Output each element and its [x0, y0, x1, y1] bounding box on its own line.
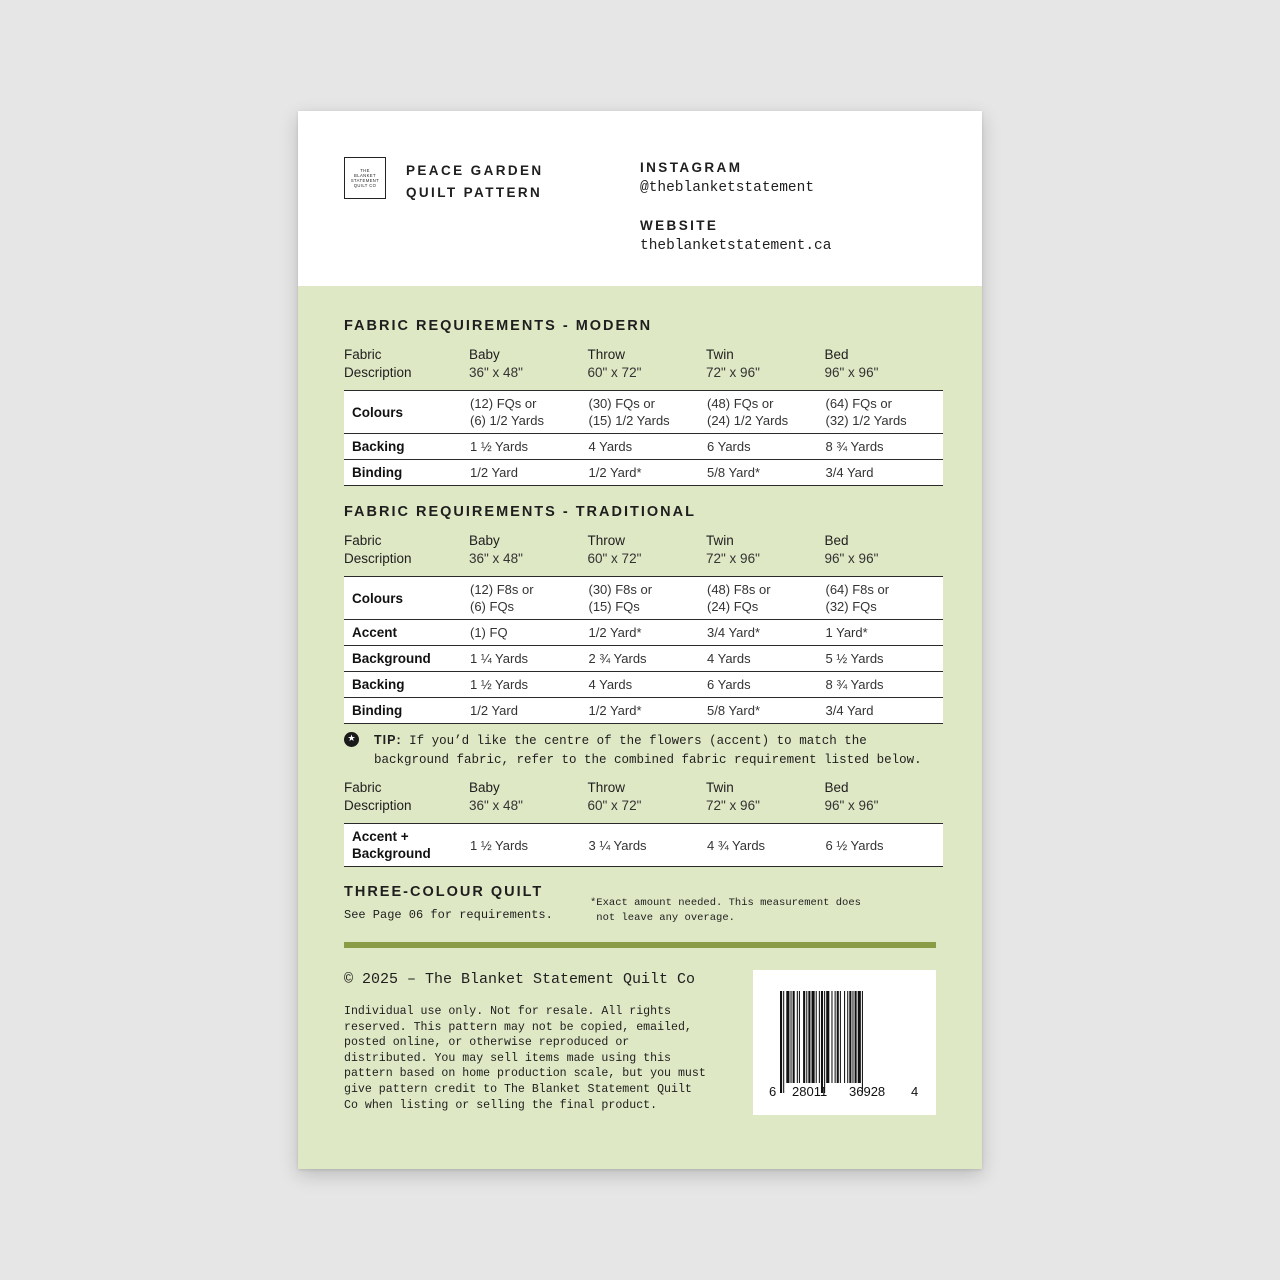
row-label: Binding [344, 460, 469, 486]
table-cell: 6 ½ Yards [825, 824, 944, 867]
barcode-bar [819, 991, 820, 1083]
barcode-bar [806, 991, 807, 1083]
barcode-digits-left: 28011 [792, 1084, 828, 1099]
tip-line2: background fabric, refer to the combined fabric requirement listed below. [374, 753, 922, 767]
table-cell: (30) FQs or (15) 1/2 Yards [588, 391, 707, 434]
barcode-bar [847, 991, 848, 1083]
table-cell: 2 ¾ Yards [588, 646, 707, 672]
table-row [344, 434, 943, 460]
table-cell: 6 Yards [706, 672, 825, 698]
table-cell: 1 ½ Yards [469, 824, 588, 867]
barcode-bar [791, 991, 792, 1083]
table-row [344, 824, 943, 867]
size-dims: 96" x 96" [824, 550, 879, 566]
size-dims: 36" x 48" [469, 797, 523, 813]
size-name: Bed [824, 533, 849, 548]
footnote [590, 896, 880, 925]
table-cell: 1 ½ Yards [469, 672, 588, 698]
row-label: Accent + Background [344, 824, 469, 867]
footnote-line1: *Exact amount needed. This measurement does [590, 897, 861, 909]
barcode-bar [855, 991, 857, 1083]
table-cell: 1/2 Yard [469, 460, 588, 486]
table-cell: 8 ¾ Yards [825, 672, 944, 698]
header-size-bed [825, 779, 944, 824]
barcode-digits-right: 36928 [849, 1084, 886, 1099]
table-cell: 3/4 Yard* [706, 620, 825, 646]
table-cell: (1) FQ [469, 620, 588, 646]
size-name: Throw [587, 347, 626, 362]
table-cell: 5 ½ Yards [825, 646, 944, 672]
table-cell: 1 ¼ Yards [469, 646, 588, 672]
header-size-throw [588, 779, 707, 824]
row-label: Accent [344, 620, 469, 646]
barcode-digit: 4 [911, 1084, 919, 1099]
legal-notice [344, 1004, 739, 1113]
table-row [344, 672, 943, 698]
table-cell: (12) FQs or (6) 1/2 Yards [469, 391, 588, 434]
row-label: Background [344, 646, 469, 672]
table-cell: (30) F8s or (15) FQs [588, 577, 707, 620]
modern-section-title: FABRIC REQUIREMENTS - MODERN [344, 318, 653, 334]
table-cell: 3/4 Yard [825, 460, 944, 486]
barcode-bar [816, 991, 817, 1083]
requirements-table [344, 346, 943, 486]
barcode-bar [835, 991, 836, 1083]
pattern-title [406, 160, 544, 204]
table-row [344, 698, 943, 724]
barcode-bar [808, 991, 810, 1083]
website-label: WEBSITE [640, 218, 719, 233]
size-dims: 60" x 72" [587, 550, 642, 566]
size-name: Bed [824, 780, 849, 795]
tip-line1: If you’d like the centre of the flowers (accent) to match the [409, 734, 867, 748]
size-dims: 96" x 96" [824, 364, 879, 380]
instagram-label: INSTAGRAM [640, 160, 743, 175]
table-cell: 8 ¾ Yards [825, 434, 944, 460]
header-fabric-description [344, 346, 469, 391]
copyright: © 2025 – The Blanket Statement Quilt Co [344, 971, 696, 988]
tip-label: TIP: [374, 733, 402, 747]
table-cell: 5/8 Yard* [706, 698, 825, 724]
size-dims: 72" x 96" [706, 797, 760, 813]
table-cell: 4 Yards [588, 434, 707, 460]
barcode-bar [780, 991, 782, 1093]
table-cell: 6 Yards [706, 434, 825, 460]
table-cell: (64) F8s or (32) FQs [825, 577, 944, 620]
legal-line: distributed. You may sell items made using this [344, 1051, 671, 1065]
size-dims: 36" x 48" [469, 550, 523, 566]
table-row [344, 391, 943, 434]
header-size-baby [469, 346, 588, 391]
size-dims: 96" x 96" [824, 797, 879, 813]
barcode-bar [821, 991, 823, 1093]
size-name: Baby [469, 780, 500, 795]
table-cell: (12) F8s or (6) FQs [469, 577, 588, 620]
barcode-bar [799, 991, 800, 1083]
table-cell: 4 ¾ Yards [706, 824, 825, 867]
header-size-bed [825, 346, 944, 391]
table-cell: 4 Yards [706, 646, 825, 672]
header-size-twin [706, 532, 825, 577]
table-cell: 1/2 Yard* [588, 698, 707, 724]
legal-line: Co when listing or selling the final product. [344, 1098, 658, 1112]
header-size-throw [588, 532, 707, 577]
three-colour-subtitle: See Page 06 for requirements. [344, 908, 553, 922]
row-label: Backing [344, 434, 469, 460]
size-dims: 60" x 72" [587, 797, 642, 813]
barcode-bar [786, 991, 789, 1083]
logo-line: QUILT CO [353, 183, 377, 188]
three-colour-title: THREE-COLOUR QUILT [344, 884, 544, 900]
header-line: Description [344, 364, 412, 380]
table-cell: 5/8 Yard* [706, 460, 825, 486]
instagram-block [640, 158, 814, 198]
table-cell: 1/2 Yard* [588, 460, 707, 486]
pattern-title-line1: PEACE GARDEN [406, 163, 544, 178]
header-line: Fabric [344, 533, 382, 548]
star-icon: ★ [344, 732, 359, 747]
instagram-handle[interactable]: @theblanketstatement [640, 180, 815, 196]
size-name: Twin [706, 780, 734, 795]
barcode-bar [793, 991, 795, 1083]
website-block [640, 216, 831, 256]
barcode-bar [862, 991, 863, 1093]
size-name: Baby [469, 533, 500, 548]
legal-line: pattern based on home production scale, but you must [344, 1067, 706, 1081]
website-url[interactable]: theblanketstatement.ca [640, 238, 832, 254]
logo-line: BLANKET [354, 173, 376, 178]
table-cell: (48) F8s or (24) FQs [706, 577, 825, 620]
header-fabric-description [344, 532, 469, 577]
table-cell: (48) FQs or (24) 1/2 Yards [706, 391, 825, 434]
table-cell: 1/2 Yard* [588, 620, 707, 646]
size-name: Baby [469, 347, 500, 362]
header-size-twin [706, 779, 825, 824]
table-cell: 1 ½ Yards [469, 434, 588, 460]
legal-line: posted online, or otherwise reproduced or [344, 1036, 630, 1050]
pattern-title-line2: QUILT PATTERN [406, 185, 543, 200]
section-divider [344, 942, 936, 948]
row-label: Colours [344, 391, 469, 434]
row-label: Colours [344, 577, 469, 620]
size-name: Bed [824, 347, 849, 362]
table-row [344, 646, 943, 672]
size-dims: 72" x 96" [706, 550, 760, 566]
logo-line: THE [360, 168, 370, 173]
barcode-bar [824, 991, 825, 1093]
barcode-bar [831, 991, 832, 1083]
header-size-baby [469, 779, 588, 824]
size-name: Throw [587, 533, 626, 548]
size-dims: 36" x 48" [469, 364, 523, 380]
table-cell: 1/2 Yard [469, 698, 588, 724]
traditional-table [344, 532, 936, 724]
barcode-bar [797, 991, 798, 1083]
table-row [344, 460, 943, 486]
legal-line: Individual use only. Not for resale. All rights [344, 1005, 671, 1018]
header-size-throw [588, 346, 707, 391]
requirements-table [344, 779, 943, 867]
modern-table [344, 346, 936, 486]
table-cell: (64) FQs or (32) 1/2 Yards [825, 391, 944, 434]
barcode-bar [826, 991, 829, 1083]
row-label: Binding [344, 698, 469, 724]
header-line: Description [344, 797, 412, 813]
combined-table [344, 779, 936, 867]
barcode-bar [840, 991, 841, 1083]
header-size-baby [469, 532, 588, 577]
table-cell: 3 ¼ Yards [588, 824, 707, 867]
barcode-bar [844, 991, 845, 1083]
barcode-bar [858, 991, 861, 1083]
barcode-bar [837, 991, 839, 1083]
row-label: Backing [344, 672, 469, 698]
barcode-bar [852, 991, 853, 1083]
header-line: Description [344, 550, 412, 566]
table-row [344, 577, 943, 620]
legal-line: give pattern credit to The Blanket Statement Quilt [344, 1082, 692, 1096]
barcode-bars [753, 970, 936, 1115]
traditional-section-title: FABRIC REQUIREMENTS - TRADITIONAL [344, 504, 696, 520]
header-size-twin [706, 346, 825, 391]
legal-line: reserved. This pattern may not be copied, emailed, [344, 1020, 692, 1034]
logo-line: STATEMENT [350, 178, 380, 183]
requirements-table [344, 532, 943, 724]
size-name: Twin [706, 533, 734, 548]
table-cell: 1 Yard* [825, 620, 944, 646]
size-dims: 60" x 72" [587, 364, 642, 380]
header-size-bed [825, 532, 944, 577]
barcode [753, 970, 936, 1115]
table-cell: 3/4 Yard [825, 698, 944, 724]
header-fabric-description [344, 779, 469, 824]
size-name: Throw [587, 780, 626, 795]
barcode-bar [812, 991, 815, 1083]
barcode-bar [849, 991, 851, 1083]
size-dims: 72" x 96" [706, 364, 760, 380]
table-cell: 4 Yards [588, 672, 707, 698]
brand-logo [344, 157, 386, 199]
barcode-bar [803, 991, 805, 1083]
header-band [298, 111, 982, 286]
pattern-back-cover [298, 111, 982, 1169]
tip-text [374, 731, 944, 770]
size-name: Twin [706, 347, 734, 362]
barcode-digit: 6 [769, 1084, 777, 1099]
header-line: Fabric [344, 347, 382, 362]
barcode-bar [783, 991, 784, 1093]
footnote-line2: not leave any overage. [590, 911, 735, 924]
header-line: Fabric [344, 780, 382, 795]
table-row [344, 620, 943, 646]
